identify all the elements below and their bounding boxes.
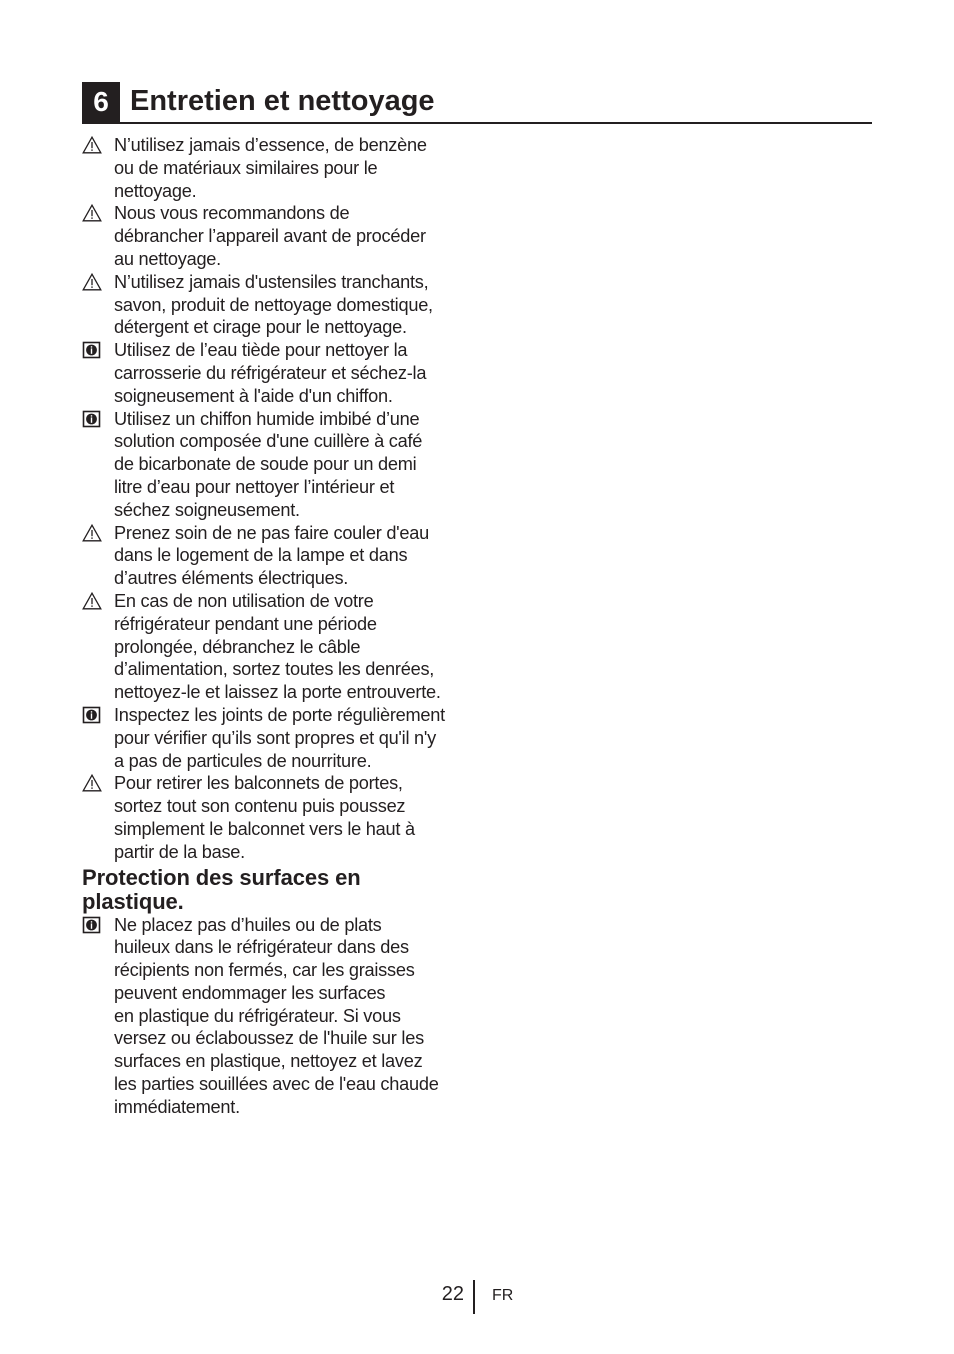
item-text-line: Nous vous recommandons de [114,203,350,224]
item-text-line: N’utilisez jamais d’essence, de benzène [114,135,427,155]
warning-icon [82,774,102,792]
warning-icon [82,204,102,222]
item-text-line: Prenez soin de ne pas faire couler d'eau [114,522,429,543]
list-item [82,202,472,270]
item-text-line: ou de matériaux similaires pour le [114,157,378,178]
warning-icon [82,136,102,154]
item-text-line: en plastique du réfrigérateur. Si vous [114,1005,401,1026]
item-text-line: sortez tout son contenu puis poussez [114,796,406,817]
item-text-line: partir de la base. [114,841,245,862]
item-text-line: prolongée, débranchez le câble [114,636,361,657]
item-text-line: d’alimentation, sortez toutes les denrées, [114,659,435,680]
item-text-line: Utilisez un chiffon humide imbibé d’une [114,408,420,429]
item-text-line: solution composée d'une cuillère à café [114,431,423,452]
item-text-line: a pas de particules de nourriture. [114,750,372,771]
item-text-line: surfaces en plastique, nettoyez et lavez [114,1051,423,1072]
item-text-line: pour vérifier qu’ils sont propres et qu'il n'y [114,727,436,748]
info-icon [82,916,102,934]
item-text-line: réfrigérateur pendant une période [114,613,377,634]
item-text-line: les parties souillées avec de l'eau chaude [114,1074,439,1095]
list-item [82,408,472,522]
item-text-line: versez ou éclaboussez de l'huile sur les [114,1028,424,1049]
item-text-line: N’utilisez jamais d'ustensiles tranchants, [114,271,429,292]
item-text-line: récipients non fermés, car les graisses [114,960,415,981]
item-list-bottom [82,914,472,1119]
list-item [82,134,472,202]
item-text-line: peuvent endommager les surfaces [114,982,386,1003]
list-item [82,271,472,339]
page-number: 22 [441,1283,464,1305]
subsection-title [82,866,472,914]
warning-icon [82,592,102,610]
list-item [82,914,472,1119]
subsection-title-line: plastique. [82,888,184,914]
item-text-line: Ne placez pas d’huiles ou de plats [114,914,382,935]
page-title: Entretien et nettoyage [130,85,435,117]
item-text-line: Inspectez les joints de porte régulièrement [114,704,445,725]
item-text-line: séchez soigneusement. [114,499,300,520]
item-text-line: nettoyez-le et laissez la porte entrouverte. [114,682,441,703]
item-text-line: carrosserie du réfrigérateur et séchez-la [114,362,427,383]
item-text-line: dans le logement de la lampe et dans [114,545,408,566]
item-text-line: huileux dans le réfrigérateur dans des [114,937,409,958]
item-text-line: au nettoyage. [114,248,221,269]
list-item [82,772,472,863]
item-text-line: immédiatement. [114,1096,240,1117]
warning-icon [82,524,102,542]
item-text-line: Pour retirer les balconnets de portes, [114,773,403,794]
info-icon [82,410,102,428]
list-item [82,339,472,407]
subsection-title-line: Protection des surfaces en [82,864,361,890]
list-item [82,590,472,704]
item-text-line: de bicarbonate de soude pour un demi [114,454,417,475]
item-text-line: savon, produit de nettoyage domestique, [114,294,433,315]
info-icon [82,341,102,359]
section-header [82,80,872,124]
item-list-top [82,134,472,864]
list-item [82,522,472,590]
item-text-line: litre d’eau pour nettoyer l’intérieur et [114,476,395,497]
item-text-line: soigneusement à l'aide d'un chiffon. [114,385,393,406]
item-text-line: nettoyage. [114,180,197,201]
item-text-line: En cas de non utilisation de votre [114,590,374,611]
warning-icon [82,273,102,291]
language-code: FR [492,1287,514,1304]
section-number: 6 [82,82,120,122]
list-item [82,704,472,772]
item-text-line: détergent et cirage pour le nettoyage. [114,317,407,338]
item-text-line: d’autres éléments électriques. [114,568,349,589]
info-icon [82,706,102,724]
content-column [82,134,472,1119]
footer-divider [473,1280,475,1314]
item-text-line: simplement le balconnet vers le haut à [114,818,415,839]
item-text-line: débrancher l’appareil avant de procéder [114,226,426,247]
item-text-line: Utilisez de l’eau tiède pour nettoyer la [114,340,408,361]
